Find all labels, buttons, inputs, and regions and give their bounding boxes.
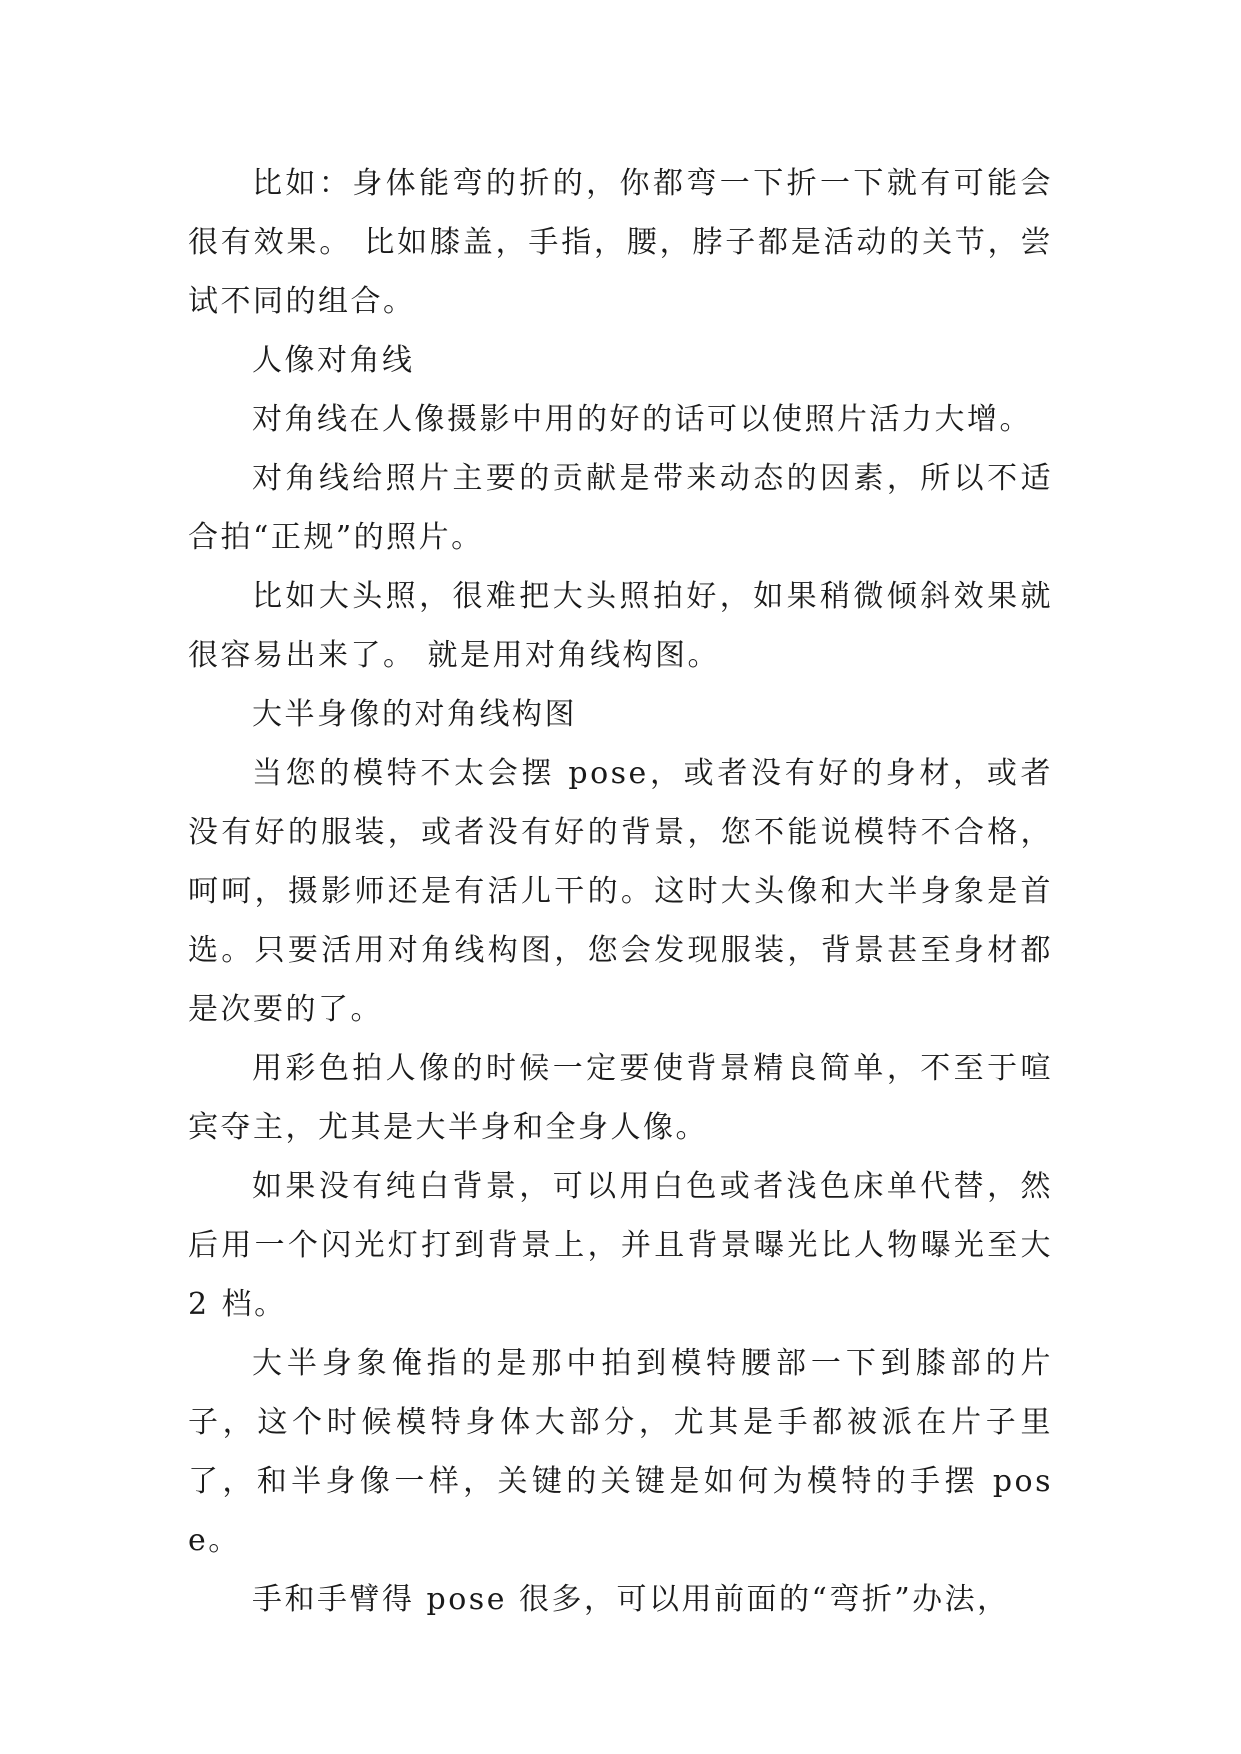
paragraph-diagonal-dynamics: 对角线给照片主要的贡献是带来动态的因素，所以不适合拍“正规”的照片。 [188, 461, 1053, 555]
paragraph-hand-arm-pose: 手和手臂得 pose 很多，可以用前面的“弯折”办法， [252, 1582, 1010, 1617]
paragraph-bending-joints: 比如：身体能弯的折的，你都弯一下折一下就有可能会很有效果。 比如膝盖，手指，腰，脖子都是活动的关节，尝试不同的组合。 [188, 166, 1053, 319]
paragraph-color-background: 用彩色拍人像的时候一定要使背景精良简单，不至于喧宾夺主，尤其是大半身和全身人像。 [188, 1051, 1053, 1145]
paragraph-headshot-tilt: 比如大头照，很难把大头照拍好，如果稍微倾斜效果就很容易出来了。 就是用对角线构图。 [188, 579, 1053, 673]
paragraph-model-pose: 当您的模特不太会摆 pose，或者没有好的身材，或者没有好的服装，或者没有好的背景，您不能说模特不合格，呵呵，摄影师还是有活儿干的。这时大头像和大半身象是首选。只要活用对角线构图，您会发现服装，背景甚至身材都是次要的了。 [188, 756, 1053, 1027]
heading-half-body-diagonal: 大半身像的对角线构图 [252, 697, 577, 732]
document-body [188, 154, 1053, 1629]
heading-portrait-diagonal: 人像对角线 [252, 343, 415, 378]
paragraph-white-background: 如果没有纯白背景，可以用白色或者浅色床单代替，然后用一个闪光灯打到背景上，并且背景曝光比人物曝光至大 2 档。 [188, 1169, 1053, 1322]
paragraph-half-body-hands: 大半身象俺指的是那中拍到模特腰部一下到膝部的片子，这个时候模特身体大部分，尤其是手都被派在片子里了，和半身像一样，关键的关键是如何为模特的手摆 pose。 [188, 1346, 1053, 1558]
paragraph-diagonal-vitality: 对角线在人像摄影中用的好的话可以使照片活力大增。 [252, 402, 1032, 437]
